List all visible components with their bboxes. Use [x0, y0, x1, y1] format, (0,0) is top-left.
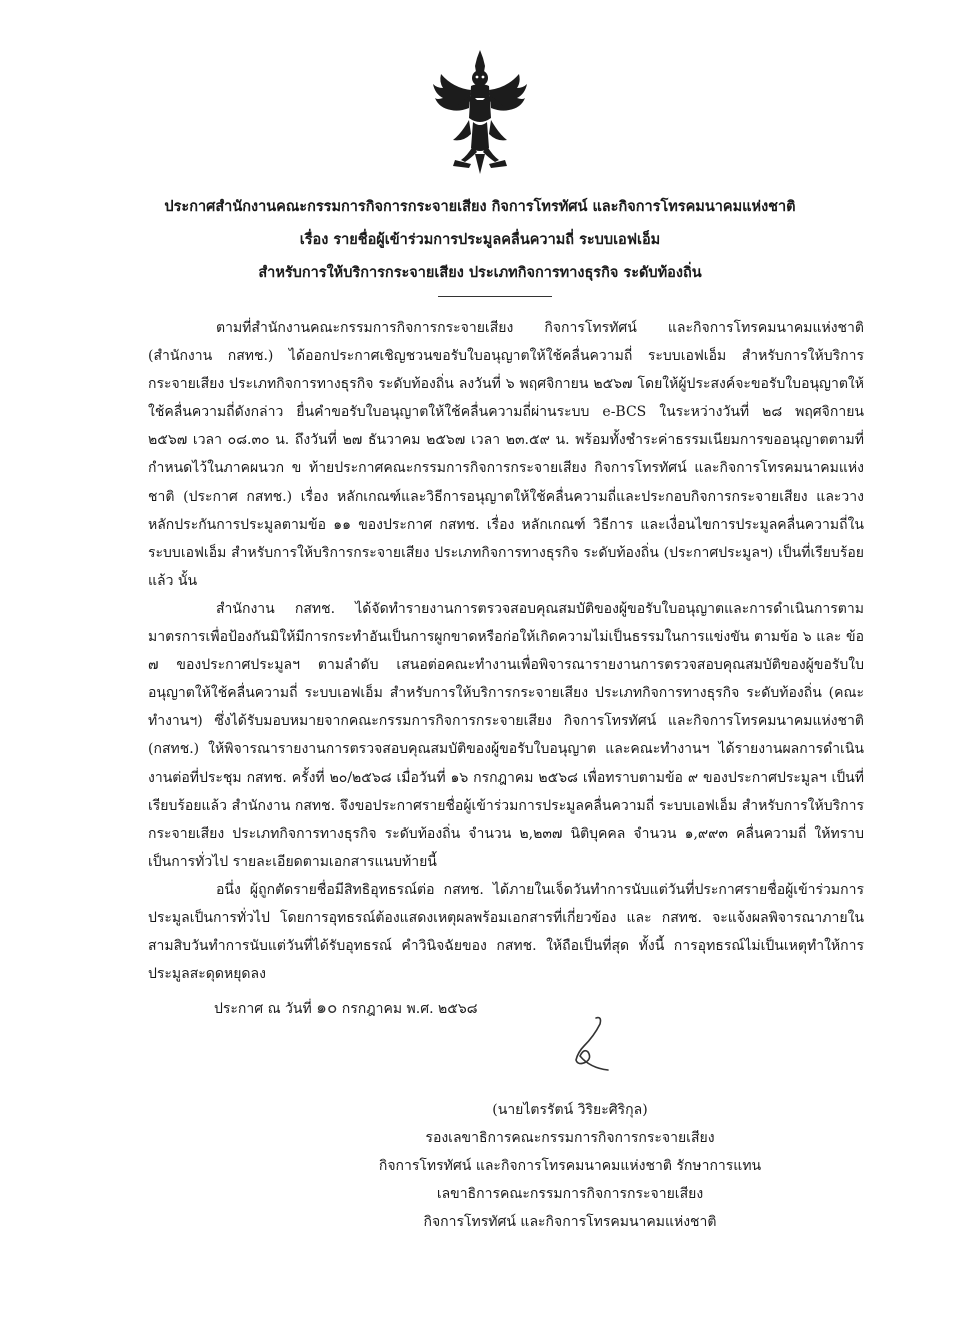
title-divider [438, 296, 552, 297]
signer-block [360, 1096, 780, 1236]
date-suffix: กรกฎาคม พ.ศ. ๒๕๖๘ [341, 1001, 478, 1017]
signer-position-3: เลขาธิการคณะกรรมการกิจการกระจายเสียง [436, 1186, 704, 1202]
announcement-date [214, 994, 478, 1021]
announcement-body [148, 314, 864, 988]
body-paragraph-1: ตามที่สำนักงานคณะกรรมการกิจการกระจายเสียง กิจการโทรทัศน์ และกิจการโทรคมนาคมแห่งชาติ (สำนักงาน กสทช.) ได้ออกประกาศเชิญชวนขอรับใบอนุญาตให้ใช้คลื่นความถี่ ระบบเอฟเอ็ม สำหรับการให้บริการกระจายเสียง ประเภทกิจการทางธุรกิจ ระดับท้องถิ่น ลงวันที่ ๖ พฤศจิกายน ๒๕๖๗ โดยให้ผู้ประสงค์จะขอรับใบอนุญาตให้ใช้คลื่นความถี่ดังกล่าว ยื่นคำขอรับใบอนุญาตให้ใช้คลื่นความถี่ผ่านระบบ e-BCS ในระหว่างวันที่ ๒๘ พฤศจิกายน ๒๕๖๗ เวลา ๐๘.๓๐ น. ถึงวันที่ ๒๗ ธันวาคม ๒๕๖๗ เวลา ๒๓.๕๙ น. พร้อมทั้งชำระค่าธรรมเนียมการขออนุญาตตามที่กำหนดไว้ในภาคผนวก ข ท้ายประกาศคณะกรรมการกิจการกระจายเสียง กิจการโทรทัศน์ และกิจการโทรคมนาคมแห่งชาติ (ประกาศ กสทช.) เรื่อง หลักเกณฑ์และวิธีการอนุญาตให้ใช้คลื่นความถี่และประกอบกิจการกระจายเสียง และวางหลักประกันการประมูลตามข้อ ๑๑ ของประกาศ กสทช. เรื่อง หลักเกณฑ์ วิธีการ และเงื่อนไขการประมูลคลื่นความถี่ในระบบเอฟเอ็ม สำหรับการให้บริการกระจายเสียง ประเภทกิจการทางธุรกิจ ระดับท้องถิ่น (ประกาศประมูลฯ) เป็นที่เรียบร้อยแล้ว นั้น [148, 320, 864, 589]
signer-name: (นายไตรรัตน์ วิริยะศิริกุล) [492, 1102, 648, 1118]
garuda-emblem-icon [431, 48, 529, 176]
signer-position-1: รองเลขาธิการคณะกรรมการกิจการกระจายเสียง [425, 1130, 715, 1146]
title-line-3: สำหรับการให้บริการกระจายเสียง ประเภทกิจการทางธุรกิจ ระดับท้องถิ่น [258, 264, 702, 281]
body-paragraph-3: อนึ่ง ผู้ถูกตัดรายชื่อมีสิทธิอุทธรณ์ต่อ กสทช. ได้ภายในเจ็ดวันทำการนับแต่วันที่ประกาศรายชื่อผู้เข้าร่วมการประมูลเป็นการทั่วไป โดยการอุทธรณ์ต้องแสดงเหตุผลพร้อมเอกสารที่เกี่ยวข้อง และ กสทช. จะแจ้งผลพิจารณาภายในสามสิบวันทำการนับแต่วันที่ได้รับอุทธรณ์ คำวินิจฉัยของ กสทช. ให้ถือเป็นที่สุด ทั้งนี้ การอุทธรณ์ไม่เป็นเหตุทำให้การประมูลสะดุดหยุดลง [148, 881, 864, 983]
title-line-1: ประกาศสำนักงานคณะกรรมการกิจการกระจายเสียง กิจการโทรทัศน์ และกิจการโทรคมนาคมแห่งชาติ [164, 198, 796, 215]
date-prefix: ประกาศ ณ วันที่ [214, 1001, 312, 1017]
date-day: ๑๐ [316, 998, 338, 1018]
handwritten-signature-icon [556, 1012, 616, 1076]
title-line-2: เรื่อง รายชื่อผู้เข้าร่วมการประมูลคลื่นความถี่ ระบบเอฟเอ็ม [299, 231, 661, 248]
signer-position-2: กิจการโทรทัศน์ และกิจการโทรคมนาคมแห่งชาติ รักษาการแทน [378, 1158, 762, 1174]
signer-position-4: กิจการโทรทัศน์ และกิจการโทรคมนาคมแห่งชาติ [423, 1214, 717, 1230]
body-paragraph-2: สำนักงาน กสทช. ได้จัดทำรายงานการตรวจสอบคุณสมบัติของผู้ขอรับใบอนุญาตและการดำเนินการตามมาตรการเพื่อป้องกันมิให้มีการกระทำอันเป็นการผูกขาดหรือก่อให้เกิดความไม่เป็นธรรมในการแข่งขัน ตามข้อ ๖ และ ข้อ ๗ ของประกาศประมูลฯ ตามลำดับ เสนอต่อคณะทำงานเพื่อพิจารณารายงานการตรวจสอบคุณสมบัติของผู้ขอรับใบอนุญาตให้ใช้คลื่นความถี่ ระบบเอฟเอ็ม สำหรับการให้บริการกระจายเสียง ประเภทกิจการทางธุรกิจ ระดับท้องถิ่น (คณะทำงานฯ) ซึ่งได้รับมอบหมายจากคณะกรรมการกิจการกระจายเสียง กิจการโทรทัศน์ และกิจการโทรคมนาคมแห่งชาติ (กสทช.) ให้พิจารณารายงานการตรวจสอบคุณสมบัติของผู้ขอรับใบอนุญาต และคณะทำงานฯ ได้รายงานผลการดำเนินงานต่อที่ประชุม กสทช. ครั้งที่ ๒๐/๒๕๖๘ เมื่อวันที่ ๑๖ กรกฎาคม ๒๕๖๘ เพื่อทราบตามข้อ ๙ ของประกาศประมูลฯ เป็นที่เรียบร้อยแล้ว สำนักงาน กสทช. จึงขอประกาศรายชื่อผู้เข้าร่วมการประมูลคลื่นความถี่ ระบบเอฟเอ็ม สำหรับการให้บริการกระจายเสียง ประเภทกิจการทางธุรกิจ ระดับท้องถิ่น จำนวน ๒,๒๓๗ นิติบุคคล จำนวน ๑,๙๙๓ คลื่นความถี่ ให้ทราบเป็นการทั่วไป รายละเอียดตามเอกสารแนบท้ายนี้ [148, 600, 864, 870]
announcement-title [60, 190, 900, 289]
